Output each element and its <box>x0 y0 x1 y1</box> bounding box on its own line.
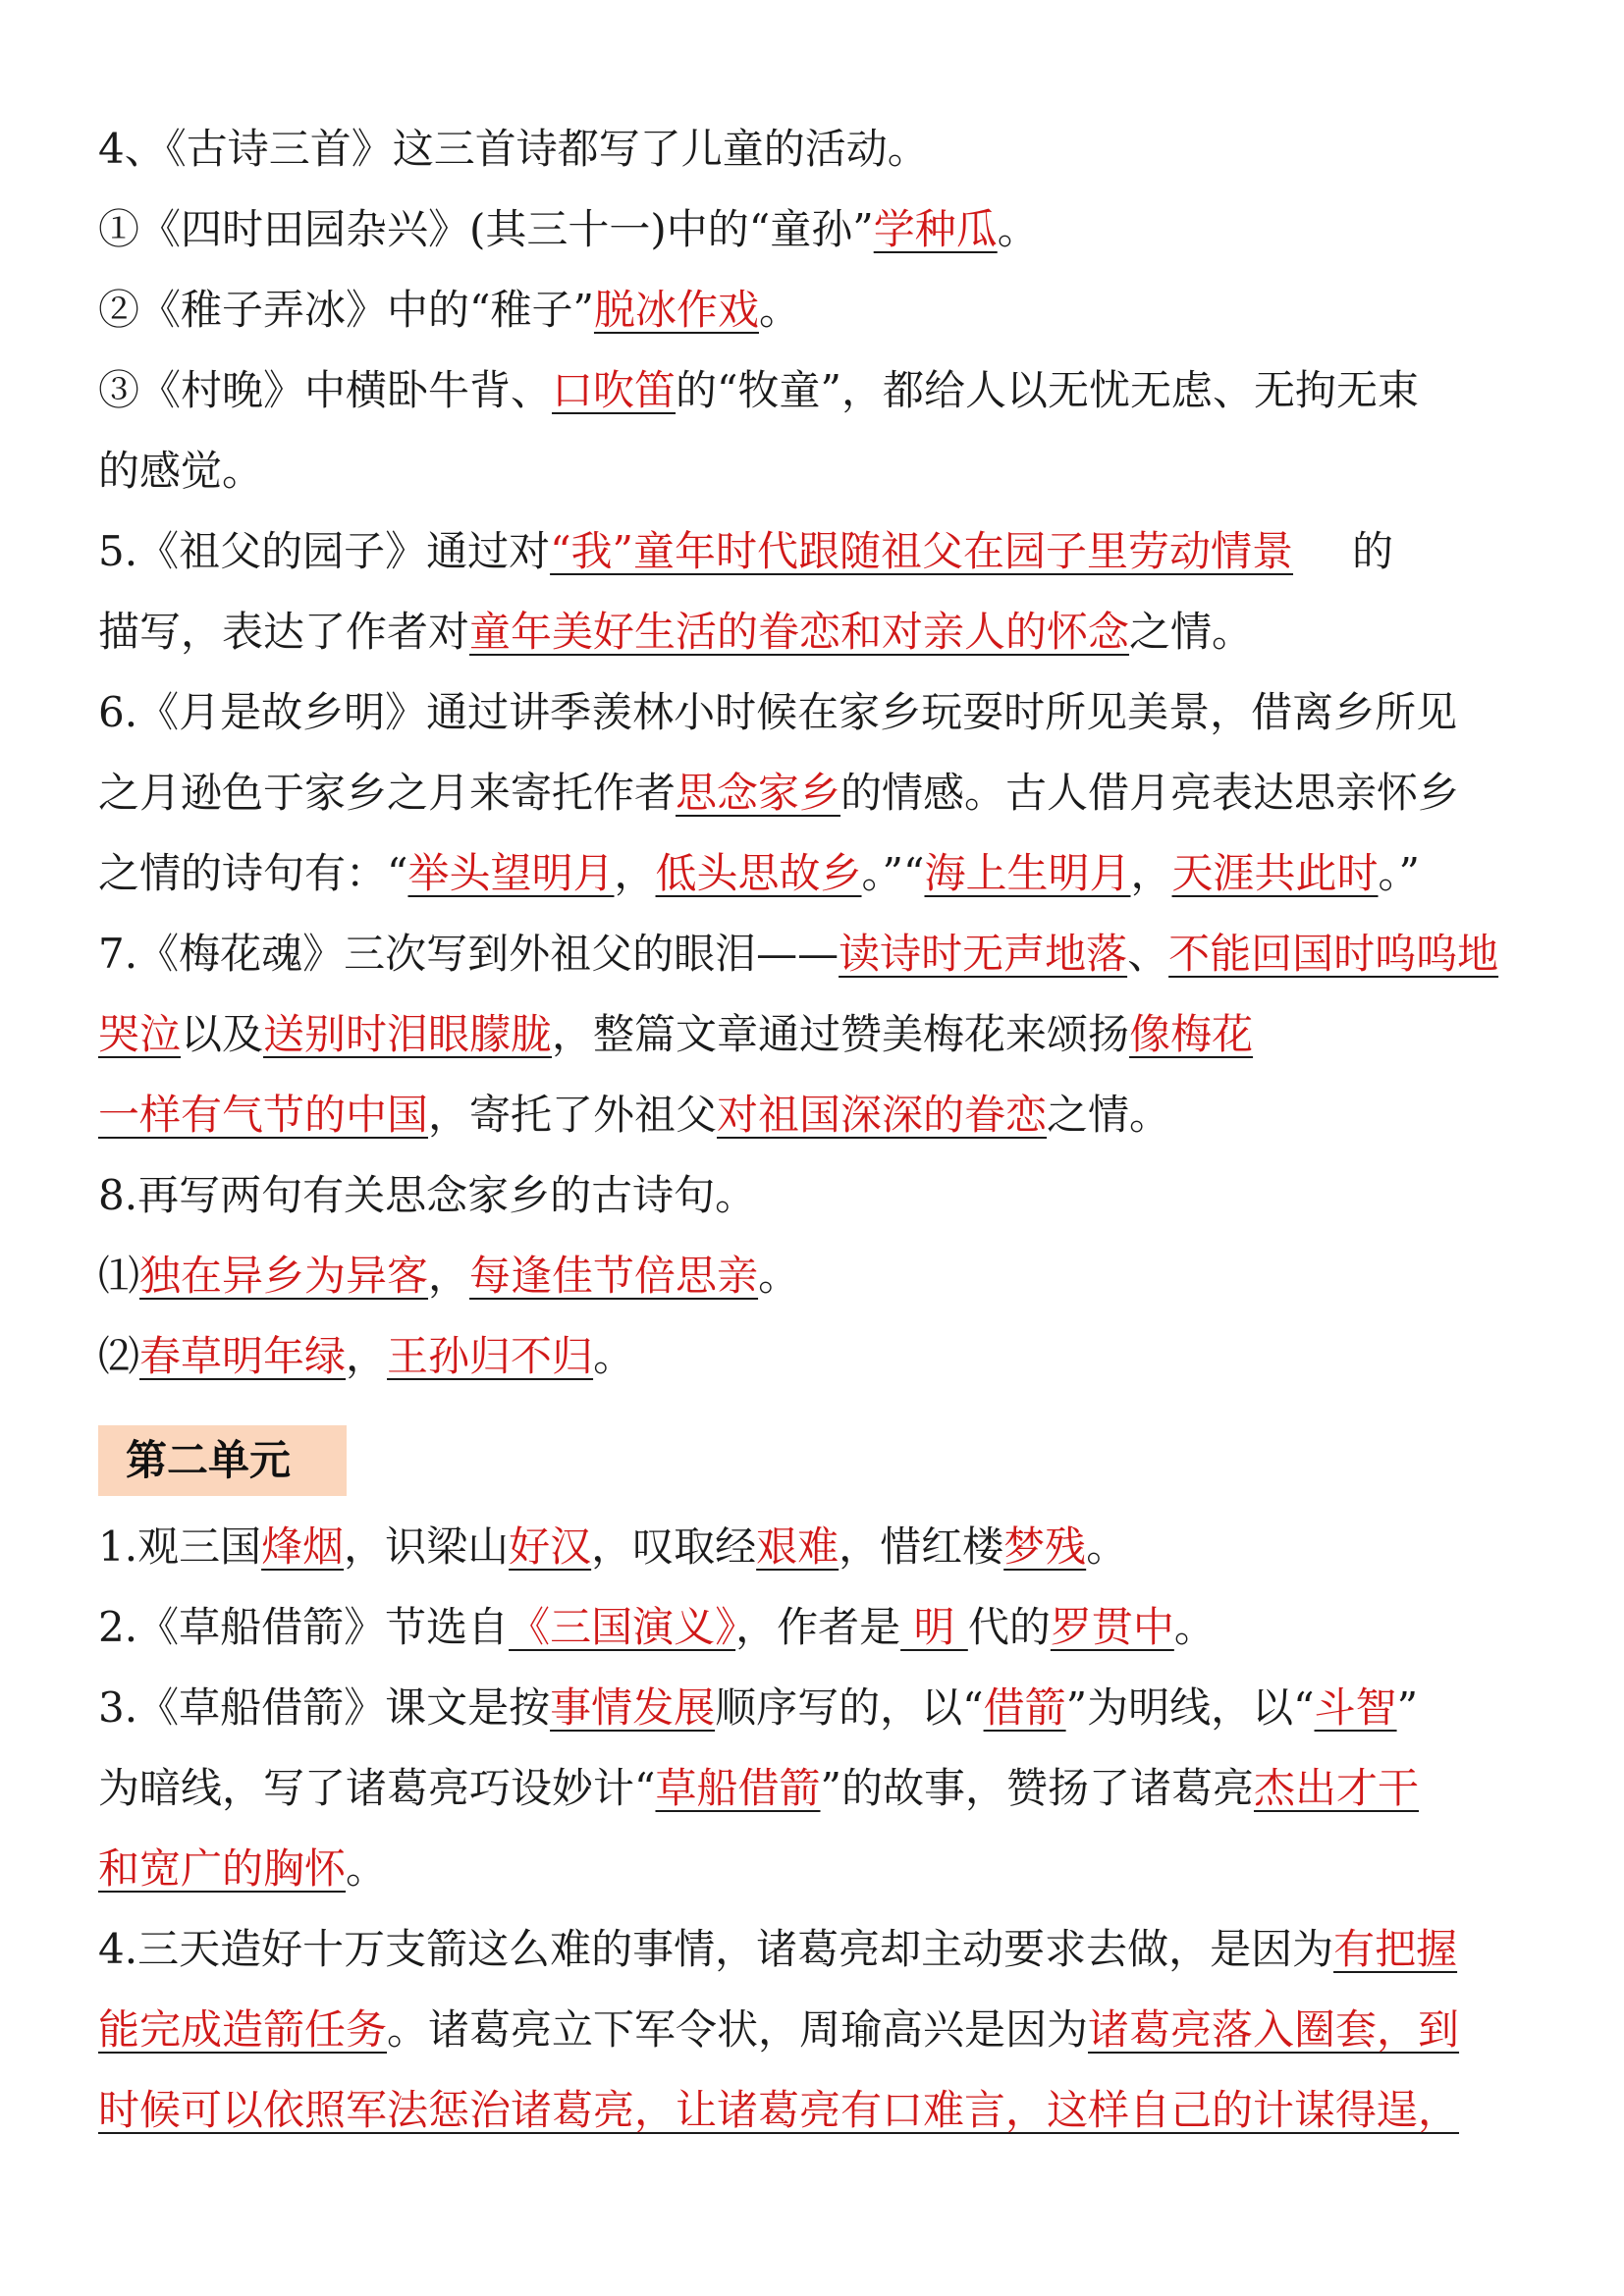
section-heading-text: 第二单元 <box>126 1436 292 1484</box>
answer-blank: 斗智 <box>1314 1683 1397 1732</box>
answer-blank: 哭泣 <box>98 1010 182 1058</box>
u2-item4-text: 。诸葛亮立下军令状，周瑜高兴是因为 <box>387 2005 1089 2054</box>
answer-blank: 艰难 <box>756 1522 839 1571</box>
item4-c-text: 的“牧童”，都给人以无忧无虑、无拘无束 <box>676 366 1419 414</box>
punctuation: 。”“ <box>861 849 925 897</box>
item8-intro <box>98 1166 1542 1225</box>
answer-blank: 一样有气节的中国 <box>98 1091 429 1139</box>
punctuation: 。 <box>593 1332 635 1380</box>
answer-blank: 不能回国时呜呜地 <box>1168 930 1499 978</box>
section-heading <box>98 1425 347 1496</box>
answer-blank: 王孙归不归 <box>387 1332 594 1380</box>
item6-text: 的情感。古人借月亮表达思亲怀乡 <box>840 769 1460 817</box>
item7-text: ，寄托了外祖父 <box>428 1091 718 1139</box>
item8-intro-text: 8.再写两句有关思念家乡的古诗句。 <box>98 1171 757 1219</box>
item8-poem-2 <box>98 1327 1542 1386</box>
u2-item3-text: 3.《草船借箭》课文是按 <box>98 1683 551 1732</box>
item4-line-c-cont <box>98 442 1542 501</box>
u2-item2-text: 2.《草船借箭》节选自 <box>98 1603 510 1651</box>
answer-blank: 举头望明月 <box>407 849 615 897</box>
punctuation: ， <box>346 1332 388 1380</box>
punctuation: 。 <box>346 1844 388 1893</box>
answer-blank: 对祖国深深的眷恋 <box>717 1091 1048 1139</box>
answer-blank: 杰出才干 <box>1253 1764 1419 1812</box>
punctuation: ， <box>614 849 656 897</box>
answer-blank: 低头思故乡 <box>655 849 862 897</box>
u2-item3-text: ”的故事，赞扬了诸葛亮 <box>820 1764 1254 1812</box>
answer-blank: 脱冰作戏 <box>593 286 759 334</box>
item4-c-text: ③《村晚》中横卧牛背、 <box>98 366 553 414</box>
u2-item3-line1 <box>98 1679 1542 1737</box>
item5-text: 描写，表达了作者对 <box>98 608 470 656</box>
punctuation: 、 <box>1127 930 1169 978</box>
item5-line2 <box>98 603 1542 662</box>
item6-text: 之月逊色于家乡之月来寄托作者 <box>98 769 677 817</box>
item4-intro-text: 4、《古诗三首》这三首诗都写了儿童的活动。 <box>98 125 929 173</box>
answer-blank: 事情发展 <box>550 1683 716 1732</box>
punctuation: 。” <box>1378 849 1421 897</box>
item7-text: 之情。 <box>1047 1091 1171 1139</box>
answer-blank: 每逢佳节倍思亲 <box>469 1252 759 1300</box>
answer-blank: 烽烟 <box>261 1522 345 1571</box>
u2-item2 <box>98 1598 1542 1657</box>
item5-text: 的 <box>1352 527 1394 575</box>
item6-line1 <box>98 683 1542 742</box>
u2-item2-text: ，作者是 <box>735 1603 901 1651</box>
answer-blank: 罗贯中 <box>1050 1603 1174 1651</box>
item4-a-text: ①《四时田园杂兴》(其三十一)中的“童孙” <box>98 205 874 253</box>
punctuation: 。 <box>758 286 800 334</box>
answer-blank: 思念家乡 <box>676 769 841 817</box>
item7-text: ，整篇文章通过赞美梅花来颂扬 <box>552 1010 1130 1058</box>
answer-blank: 能完成造箭任务 <box>98 2005 388 2054</box>
u2-item4-line3 <box>98 2081 1542 2140</box>
item7-text: 7.《梅花魂》三次写到外祖父的眼泪—— <box>98 930 839 978</box>
answer-blank: 有把握 <box>1333 1925 1458 1973</box>
item6-line3 <box>98 844 1542 903</box>
item4-c-cont-text: 的感觉。 <box>98 447 264 495</box>
answer-blank: 童年美好生活的眷恋和对亲人的怀念 <box>469 608 1130 656</box>
punctuation: 。 <box>997 205 1039 253</box>
u2-item4-text: 4.三天造好十万支箭这么难的事情，诸葛亮却主动要求去做，是因为 <box>98 1925 1334 1973</box>
u2-item4-line1 <box>98 1920 1542 1979</box>
item5-line1 <box>98 522 1542 581</box>
answer-blank: 天涯共此时 <box>1171 849 1379 897</box>
answer-blank: 送别时泪眼朦胧 <box>263 1010 553 1058</box>
answer-blank: 时候可以依照军法惩治诸葛亮，让诸葛亮有口难言，这样自己的计谋得逞， <box>98 2086 1460 2134</box>
answer-blank: 读诗时无声地落 <box>839 930 1128 978</box>
punctuation: 。 <box>1086 1522 1128 1571</box>
answer-blank: 好汉 <box>509 1522 592 1571</box>
u2-item4-line2 <box>98 2001 1542 2059</box>
item6-text: 6.《月是故乡明》通过讲季羡林小时候在家乡玩耍时所见美景，借离乡所见 <box>98 688 1458 736</box>
item4-line-b <box>98 281 1542 340</box>
answer-blank: 《三国演义》 <box>509 1603 736 1651</box>
u2-item1-text: ，识梁山 <box>344 1522 510 1571</box>
u2-item1 <box>98 1518 1542 1576</box>
punctuation: 。 <box>1173 1603 1216 1651</box>
answer-blank: 梦残 <box>1003 1522 1087 1571</box>
u2-item3-text: 为暗线，写了诸葛亮巧设妙计“ <box>98 1764 656 1812</box>
u2-item3-line2 <box>98 1759 1542 1818</box>
answer-blank: “我”童年时代跟随祖父在园子里劳动情景 <box>550 527 1294 575</box>
item7-line2 <box>98 1005 1542 1064</box>
answer-blank: 诸葛亮落入圈套，到 <box>1088 2005 1460 2054</box>
answer-blank: 像梅花 <box>1129 1010 1254 1058</box>
u2-item2-text: 代的 <box>967 1603 1051 1651</box>
answer-blank: 明 <box>900 1603 968 1651</box>
u2-item3-text: 顺序写的，以“ <box>715 1683 984 1732</box>
u2-item1-text: ，惜红楼 <box>839 1522 1004 1571</box>
answer-blank: 独在异乡为异客 <box>139 1252 429 1300</box>
item4-line-c <box>98 361 1542 420</box>
answer-blank: 学种瓜 <box>873 205 998 253</box>
punctuation: ” <box>1396 1683 1419 1732</box>
item7-line3 <box>98 1086 1542 1145</box>
punctuation: ， <box>1130 849 1172 897</box>
punctuation: ， <box>428 1252 470 1300</box>
u2-item1-text: 1.观三国 <box>98 1522 262 1571</box>
answer-blank: 和宽广的胸怀 <box>98 1844 347 1893</box>
u2-item3-line3 <box>98 1840 1542 1898</box>
u2-item3-text: ”为明线，以“ <box>1065 1683 1315 1732</box>
answer-blank: 口吹笛 <box>552 366 677 414</box>
answer-blank: 海上生明月 <box>924 849 1131 897</box>
item4-intro <box>98 120 1542 179</box>
item7-text: 以及 <box>181 1010 264 1058</box>
answer-blank: 借箭 <box>983 1683 1066 1732</box>
punctuation: 。 <box>758 1252 800 1300</box>
item8-poem-1 <box>98 1247 1542 1306</box>
item5-text: 5.《祖父的园子》通过对 <box>98 527 551 575</box>
list-number: ⑴ <box>98 1252 140 1300</box>
list-number: ⑵ <box>98 1332 140 1380</box>
item7-line1 <box>98 925 1542 984</box>
answer-blank: 草船借箭 <box>655 1764 821 1812</box>
item4-line-a <box>98 200 1542 259</box>
item5-text: 之情。 <box>1129 608 1254 656</box>
item6-text: 之情的诗句有：“ <box>98 849 408 897</box>
u2-item1-text: ，叹取经 <box>591 1522 757 1571</box>
item4-b-text: ②《稚子弄冰》中的“稚子” <box>98 286 594 334</box>
item6-line2 <box>98 764 1542 823</box>
answer-blank: 春草明年绿 <box>139 1332 347 1380</box>
